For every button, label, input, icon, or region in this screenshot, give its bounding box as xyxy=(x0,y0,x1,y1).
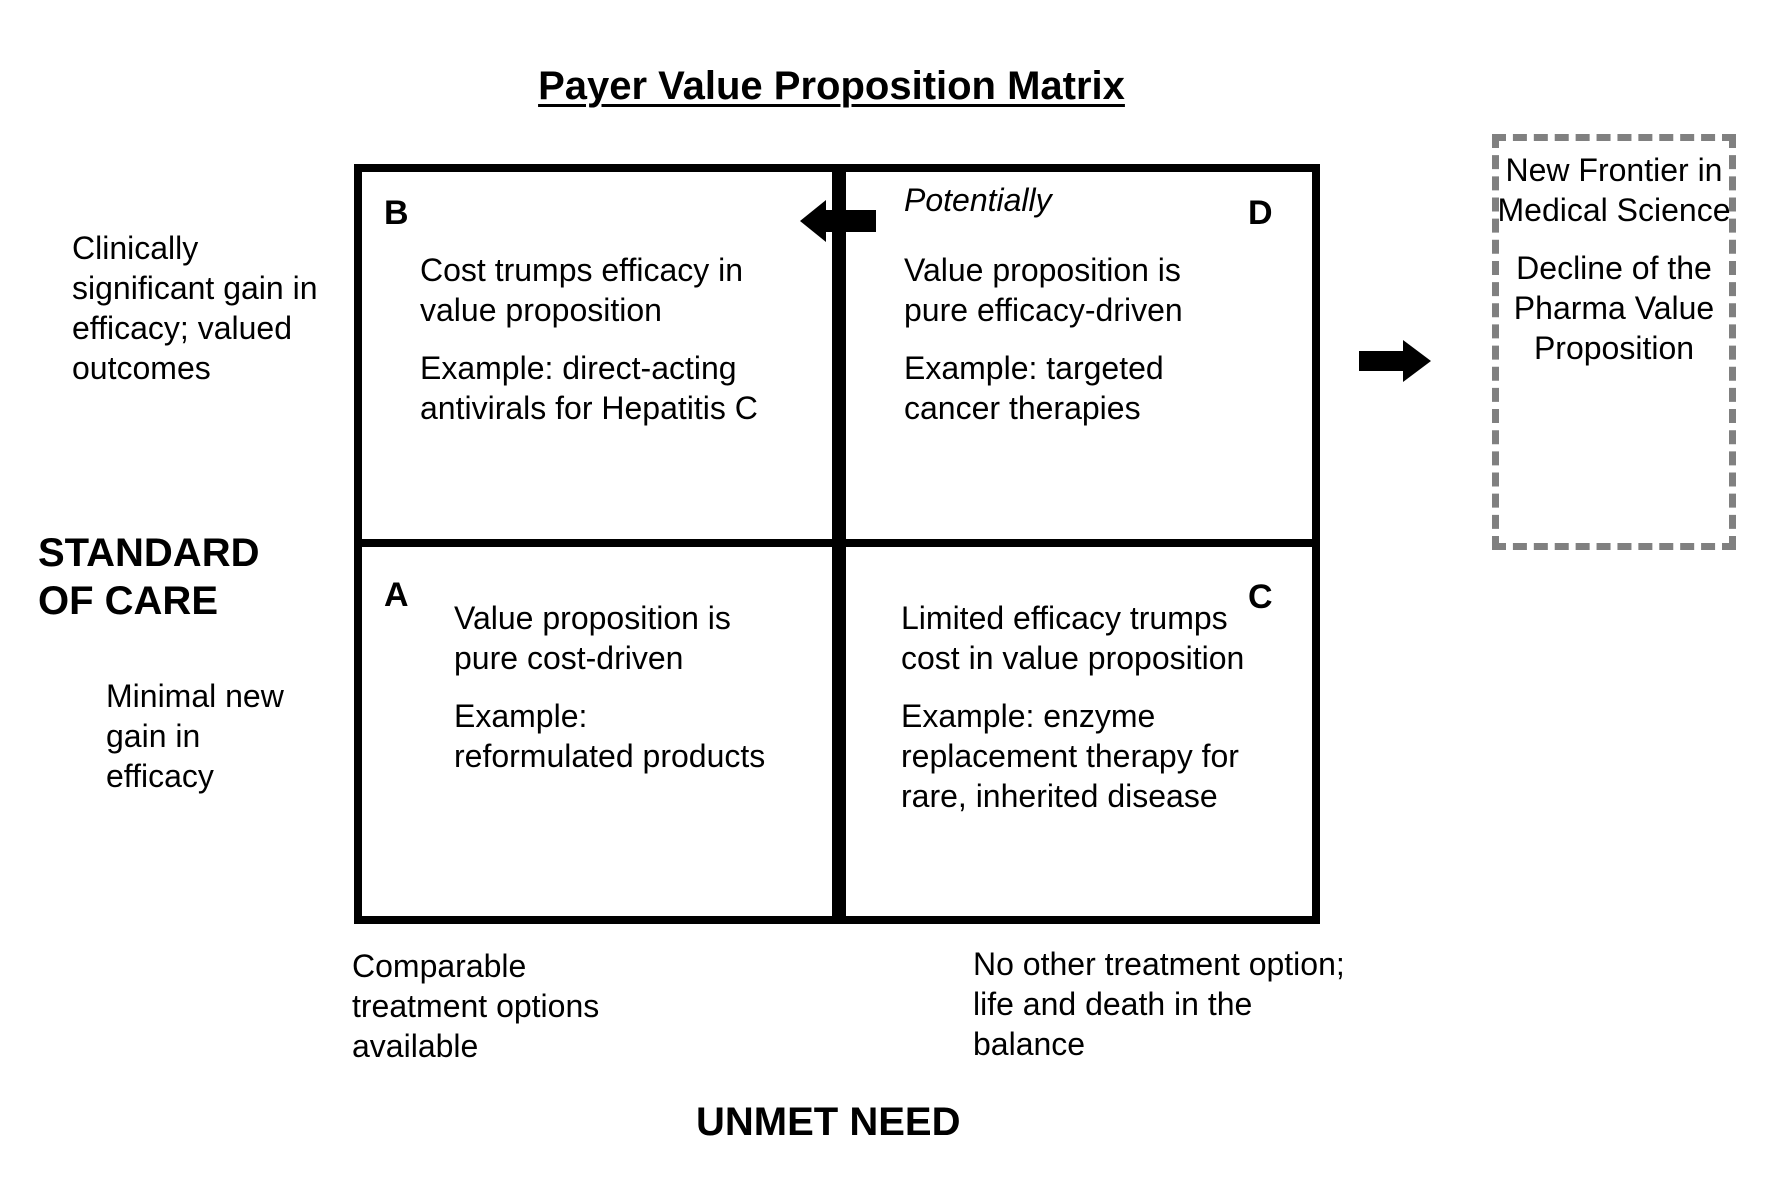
quadrant-a-letter: A xyxy=(384,576,409,614)
y-axis-high-label: Clinically significant gain in efficacy; valued outcomes xyxy=(72,230,318,386)
x-axis-low-label: Comparable treatment options available xyxy=(352,948,600,1064)
quadrant-d-content xyxy=(904,250,1244,446)
quadrant-b-example: Example: direct-acting antivirals for Hepatitis C xyxy=(420,350,758,426)
quadrant-d-letter: D xyxy=(1248,194,1273,232)
quadrant-c-text: Limited efficacy trumps cost in value proposition xyxy=(901,600,1245,676)
matrix-vertical-divider xyxy=(832,164,846,924)
right-arrow-icon xyxy=(1359,340,1431,382)
y-axis-low-label: Minimal new gain in efficacy xyxy=(106,678,284,794)
left-arrow-icon xyxy=(800,198,876,244)
diagram-title: Payer Value Proposition Matrix xyxy=(538,64,1125,108)
quadrant-d-example: Example: targeted cancer therapies xyxy=(904,350,1164,426)
quadrant-d-note: Potentially xyxy=(904,182,1052,218)
quadrant-b-letter: B xyxy=(384,194,409,232)
x-axis-high-label: No other treatment option; life and death in the balance xyxy=(973,946,1345,1062)
x-axis-label: UNMET NEED xyxy=(696,1100,961,1144)
quadrant-a-example: Example: reformulated products xyxy=(454,698,766,774)
quadrant-c-example: Example: enzyme replacement therapy for rare, inherited disease xyxy=(901,698,1239,814)
frontier-box-content xyxy=(1492,150,1736,386)
quadrant-a-text: Value proposition is pure cost-driven xyxy=(454,600,731,676)
y-axis-label: STANDARD OF CARE xyxy=(38,531,260,623)
quadrant-c-content xyxy=(901,598,1251,834)
quadrant-b-text: Cost trumps efficacy in value proposition xyxy=(420,252,744,328)
quadrant-b-content xyxy=(420,250,820,446)
quadrant-d-text: Value proposition is pure efficacy-driven xyxy=(904,252,1183,328)
quadrant-c-letter: C xyxy=(1248,578,1273,616)
quadrant-a-content xyxy=(454,598,774,794)
frontier-box-line2: Decline of the Pharma Value Proposition xyxy=(1513,250,1715,366)
frontier-box-line1: New Frontier in Medical Science xyxy=(1497,152,1731,228)
